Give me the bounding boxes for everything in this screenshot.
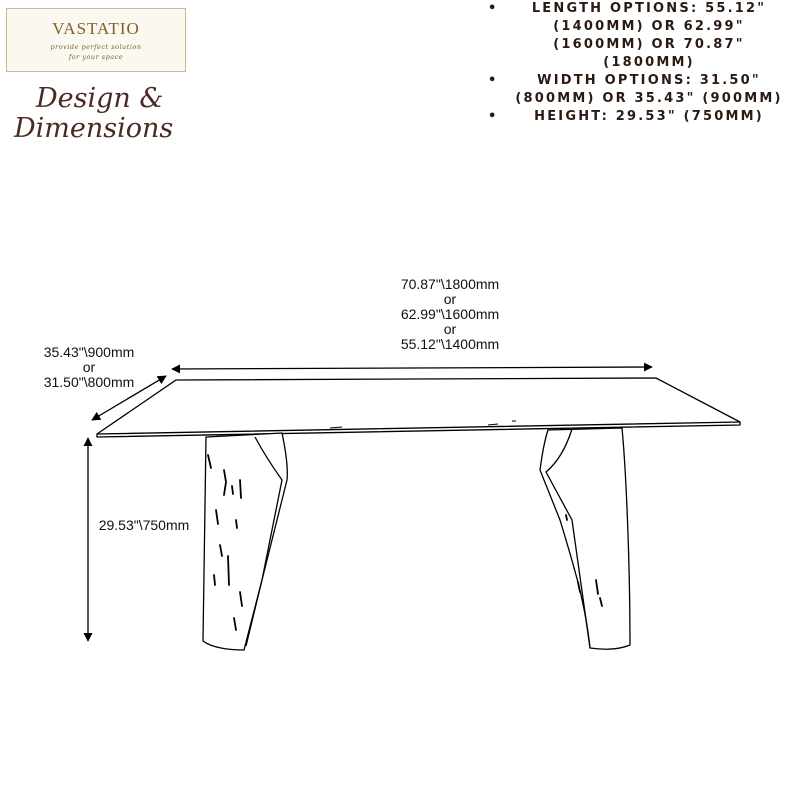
brand-name: VASTATIO bbox=[52, 19, 140, 38]
width-dimension bbox=[26, 345, 152, 390]
table-top bbox=[97, 378, 740, 437]
table-leg-right bbox=[540, 428, 630, 649]
length-option-1400: 55.12"\1400mm bbox=[400, 336, 500, 352]
brand-tagline: provide perfect solution bbox=[50, 43, 142, 51]
height-dimension: 29.53"\750mm bbox=[98, 517, 190, 533]
heading-dimensions: Dimensions bbox=[14, 113, 174, 144]
length-option-1800: 70.87"\1800mm bbox=[400, 276, 500, 292]
bullet-icon: • bbox=[488, 1, 499, 16]
spec-item-height: • HEIGHT: 29.53" (750MM) bbox=[488, 109, 764, 124]
or-label: or bbox=[82, 359, 96, 375]
length-option-1600: 62.99"\1600mm bbox=[400, 306, 500, 322]
bullet-icon: • bbox=[488, 109, 499, 124]
table-leg-left bbox=[203, 433, 287, 650]
width-option-900: 35.43"\900mm bbox=[43, 344, 135, 360]
width-option-800: 31.50"\800mm bbox=[43, 374, 135, 390]
brand-tagline: for your space bbox=[68, 53, 124, 61]
heading-design: Design & bbox=[36, 83, 164, 114]
or-label: or bbox=[443, 321, 457, 337]
or-label: or bbox=[443, 291, 457, 307]
spec-item-length: • LENGTH OPTIONS: 55.12" (1400MM) OR 62.99" (1600MM) OR 70.87" (1800MM) bbox=[488, 1, 767, 70]
length-dimension bbox=[380, 277, 520, 352]
length-arrow bbox=[172, 367, 652, 369]
bullet-icon: • bbox=[488, 73, 499, 88]
spec-item-width: • WIDTH OPTIONS: 31.50" (800MM) OR 35.43" (900MM) bbox=[488, 73, 783, 106]
